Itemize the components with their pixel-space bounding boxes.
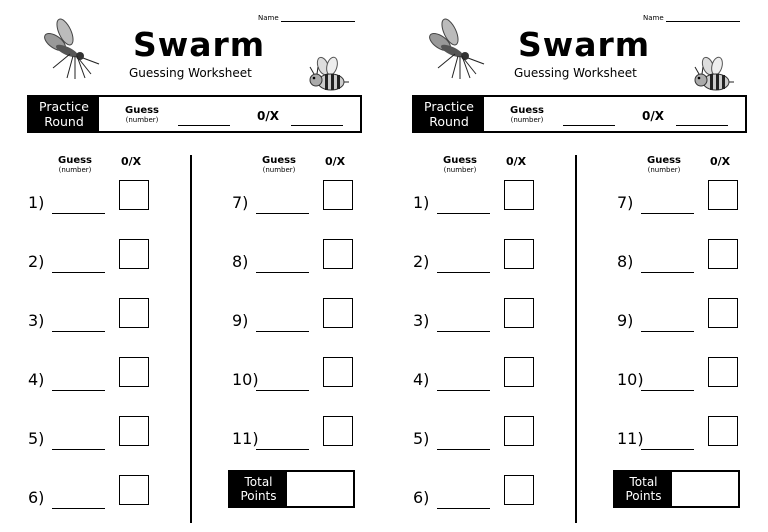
answer-row	[232, 416, 357, 450]
guess-field[interactable]	[52, 390, 105, 391]
row-number: 10)	[232, 370, 259, 389]
row-number: 8)	[232, 252, 249, 271]
guess-field[interactable]	[256, 331, 309, 332]
name-field[interactable]	[666, 21, 740, 22]
ox-column-header: 0/X	[710, 155, 731, 168]
row-number: 1)	[413, 193, 430, 212]
ox-checkbox[interactable]	[119, 298, 149, 328]
row-number: 10)	[617, 370, 644, 389]
guess-field[interactable]	[256, 272, 309, 273]
practice-guess-header: Guess (number)	[125, 105, 160, 124]
guess-field[interactable]	[52, 272, 105, 273]
answer-row	[28, 180, 153, 214]
row-number: 11)	[232, 429, 259, 448]
column-divider	[575, 155, 577, 523]
practice-ox-label: 0/X	[642, 109, 664, 123]
guess-field[interactable]	[437, 390, 490, 391]
worksheet-subtitle: Guessing Worksheet	[514, 66, 637, 80]
ox-checkbox[interactable]	[504, 357, 534, 387]
ox-checkbox[interactable]	[119, 357, 149, 387]
row-number: 8)	[617, 252, 634, 271]
row-number: 6)	[28, 488, 45, 507]
answer-row	[28, 239, 153, 273]
guess-column-header: Guess (number)	[58, 155, 93, 174]
worksheet-left	[25, 0, 365, 532]
guess-field[interactable]	[437, 331, 490, 332]
row-number: 4)	[28, 370, 45, 389]
row-number: 2)	[413, 252, 430, 271]
bee-icon	[692, 56, 734, 96]
answer-row	[232, 357, 357, 391]
row-number: 7)	[232, 193, 249, 212]
column-divider	[190, 155, 192, 523]
total-points-label: Total Points	[615, 472, 672, 506]
answer-row	[413, 416, 538, 450]
ox-checkbox[interactable]	[504, 298, 534, 328]
answer-row	[232, 180, 357, 214]
worksheet-subtitle: Guessing Worksheet	[129, 66, 252, 80]
answer-row	[413, 357, 538, 391]
guess-field[interactable]	[641, 390, 694, 391]
guess-field[interactable]	[256, 213, 309, 214]
practice-guess-field[interactable]	[563, 125, 615, 126]
ox-checkbox[interactable]	[504, 180, 534, 210]
guess-column-header: Guess (number)	[443, 155, 478, 174]
ox-checkbox[interactable]	[708, 298, 738, 328]
practice-ox-field[interactable]	[291, 125, 343, 126]
guess-field[interactable]	[437, 449, 490, 450]
guess-column-header: Guess (number)	[262, 155, 297, 174]
row-number: 5)	[28, 429, 45, 448]
guess-field[interactable]	[52, 213, 105, 214]
ox-checkbox[interactable]	[323, 180, 353, 210]
answer-row	[28, 357, 153, 391]
row-number: 11)	[617, 429, 644, 448]
name-label: Name	[258, 14, 279, 22]
guess-field[interactable]	[52, 331, 105, 332]
ox-checkbox[interactable]	[504, 416, 534, 446]
answer-row	[232, 298, 357, 332]
ox-checkbox[interactable]	[708, 239, 738, 269]
answer-row	[413, 239, 538, 273]
guess-field[interactable]	[256, 449, 309, 450]
guess-field[interactable]	[256, 390, 309, 391]
guess-field[interactable]	[437, 272, 490, 273]
practice-guess-field[interactable]	[178, 125, 230, 126]
mosquito-icon	[43, 18, 103, 80]
guess-field[interactable]	[437, 213, 490, 214]
ox-checkbox[interactable]	[323, 298, 353, 328]
ox-checkbox[interactable]	[323, 416, 353, 446]
practice-ox-field[interactable]	[676, 125, 728, 126]
answer-row	[413, 298, 538, 332]
practice-ox-label: 0/X	[257, 109, 279, 123]
practice-guess-header: Guess (number)	[510, 105, 545, 124]
total-points-label: Total Points	[230, 472, 287, 506]
row-number: 9)	[232, 311, 249, 330]
practice-round-box	[27, 95, 362, 133]
ox-checkbox[interactable]	[708, 180, 738, 210]
answer-row	[28, 416, 153, 450]
practice-round-box	[412, 95, 747, 133]
ox-checkbox[interactable]	[119, 239, 149, 269]
row-number: 9)	[617, 311, 634, 330]
row-number: 5)	[413, 429, 430, 448]
name-label: Name	[643, 14, 664, 22]
guess-field[interactable]	[52, 449, 105, 450]
guess-field[interactable]	[641, 272, 694, 273]
answer-row	[28, 298, 153, 332]
ox-checkbox[interactable]	[119, 180, 149, 210]
ox-column-header: 0/X	[121, 155, 142, 168]
bee-icon	[307, 56, 349, 96]
guess-field[interactable]	[52, 508, 105, 509]
ox-checkbox[interactable]	[708, 416, 738, 446]
worksheet-right	[410, 0, 750, 532]
guess-field[interactable]	[437, 508, 490, 509]
practice-round-label: Practice Round	[29, 97, 99, 131]
ox-checkbox[interactable]	[119, 416, 149, 446]
guess-field[interactable]	[641, 449, 694, 450]
guess-column-header: Guess (number)	[647, 155, 682, 174]
answer-row	[617, 180, 742, 214]
answer-row	[28, 475, 153, 509]
answer-row	[617, 357, 742, 391]
ox-checkbox[interactable]	[504, 475, 534, 505]
mosquito-icon	[428, 18, 488, 80]
ox-column-header: 0/X	[506, 155, 527, 168]
worksheet-title: Swarm	[518, 25, 651, 64]
answer-row	[413, 180, 538, 214]
answer-row	[413, 475, 538, 509]
row-number: 7)	[617, 193, 634, 212]
ox-checkbox[interactable]	[708, 357, 738, 387]
row-number: 1)	[28, 193, 45, 212]
row-number: 3)	[413, 311, 430, 330]
answer-row	[232, 239, 357, 273]
guess-field[interactable]	[641, 331, 694, 332]
practice-round-label: Practice Round	[414, 97, 484, 131]
ox-checkbox[interactable]	[119, 475, 149, 505]
ox-checkbox[interactable]	[504, 239, 534, 269]
worksheet-title: Swarm	[133, 25, 266, 64]
ox-checkbox[interactable]	[323, 357, 353, 387]
ox-checkbox[interactable]	[323, 239, 353, 269]
answer-row	[617, 298, 742, 332]
guess-field[interactable]	[641, 213, 694, 214]
ox-column-header: 0/X	[325, 155, 346, 168]
row-number: 6)	[413, 488, 430, 507]
row-number: 2)	[28, 252, 45, 271]
row-number: 3)	[28, 311, 45, 330]
total-points-box	[613, 470, 740, 508]
answer-row	[617, 416, 742, 450]
name-field[interactable]	[281, 21, 355, 22]
answer-row	[617, 239, 742, 273]
total-points-box	[228, 470, 355, 508]
row-number: 4)	[413, 370, 430, 389]
